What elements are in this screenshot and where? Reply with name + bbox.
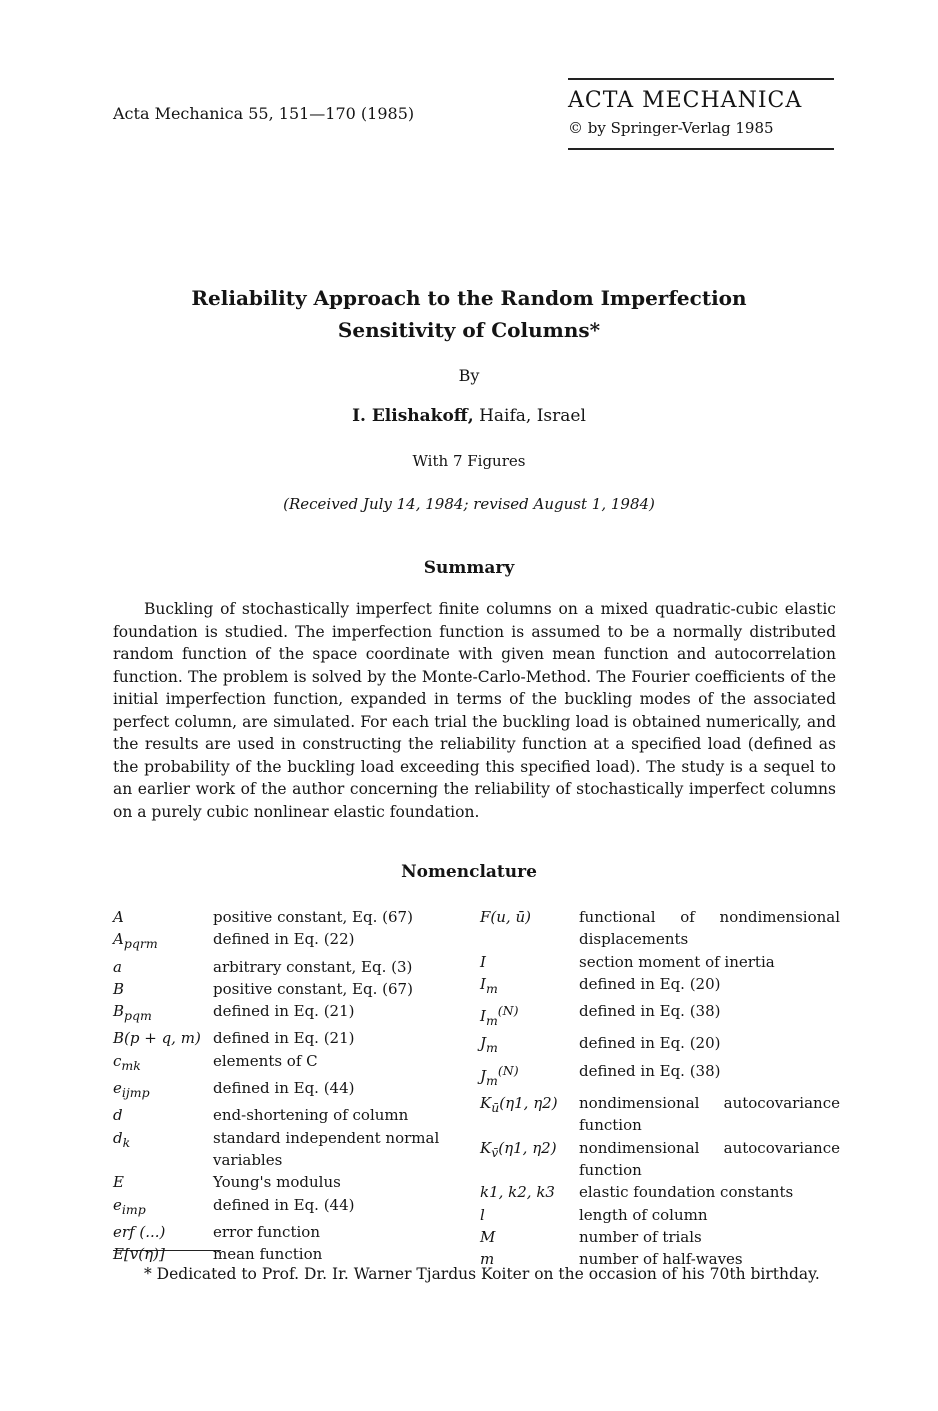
nomenclature-row [113,1000,463,1027]
nomenclature-definition: defined in Eq. (44) [213,1079,355,1098]
symbol-base: J [480,1066,487,1085]
by-line: By [458,366,480,385]
nomenclature-definition: number of half-waves [579,1250,743,1269]
footnote: * Dedicated to Prof. Dr. Ir. Warner Tjardus Koiter on the occasion of his 70th birthday. [144,1265,820,1283]
nomenclature-definition: arbitrary constant, Eq. (3) [213,957,413,976]
nomenclature-row [480,1137,840,1182]
article-title [0,282,938,346]
symbol-base: l [480,1205,485,1224]
symbol-base: A [113,908,124,926]
title-line-1: Reliability Approach to the Random Imperfection [191,286,747,310]
symbol-subscript: v̄ [491,1144,499,1160]
nomenclature-heading: Nomenclature [401,862,537,882]
symbol-base: I [480,952,486,971]
journal-name: ACTA MECHANICA [568,88,803,113]
nomenclature-definition: nondimensional autocovariance function [579,1094,840,1135]
symbol-base: M [480,1227,496,1246]
symbol-superscript: (N) [497,1062,519,1078]
nomenclature-definition: positive constant, Eq. (67) [213,908,413,926]
nomenclature-row [113,1194,463,1221]
nomenclature-definition: functional of nondimensional displacements [579,908,840,949]
symbol-subscript: imp [121,1201,146,1217]
nomenclature-definition: defined in Eq. (21) [213,1002,355,1021]
symbol-subscript: ū [491,1100,500,1116]
symbol-base: erf (...) [113,1222,166,1241]
nomenclature-definition: number of trials [579,1227,702,1246]
nomenclature-definition: positive constant, Eq. (67) [213,979,413,998]
received-dates: (Received July 14, 1984; revised August 1, 1984) [283,495,655,513]
nomenclature-definition: defined in Eq. (44) [213,1195,355,1214]
nomenclature-row [113,1171,463,1193]
nomenclature-symbol [480,1137,579,1164]
symbol-subscript: m [486,1040,498,1056]
nomenclature-definition: defined in Eq. (38) [579,1002,721,1021]
symbol-base: A [113,930,124,949]
symbol-subscript: pqrm [123,936,158,952]
symbol-base: d [113,1106,123,1125]
symbol-base: k1, k2, k3 [480,1183,555,1202]
nomenclature-definition: standard independent normal variables [213,1128,440,1169]
nomenclature-symbol [480,906,579,928]
nomenclature-definition: defined in Eq. (20) [579,974,721,993]
nomenclature-row [480,1000,840,1032]
symbol-base: I [480,974,486,993]
symbol-subscript: pqm [124,1008,152,1024]
symbol-base: B [113,1002,125,1021]
nomenclature-symbol [113,978,213,1000]
symbol-subscript: m [486,1072,498,1088]
symbol-base: K [480,1094,492,1113]
nomenclature-symbol [113,1194,213,1221]
nomenclature-row [113,906,463,928]
journal-masthead [568,78,834,150]
nomenclature-row [113,978,463,1000]
nomenclature-row [480,973,840,1000]
nomenclature-row [480,1092,840,1137]
nomenclature-definition: defined in Eq. (21) [213,1029,355,1048]
author-location: Haifa, Israel [473,406,586,426]
nomenclature-symbol [113,906,213,928]
nomenclature-definition: section moment of inertia [579,952,775,971]
nomenclature-symbol [113,928,213,955]
nomenclature-row [480,951,840,973]
nomenclature-row [113,1127,463,1172]
nomenclature-definition: mean function [213,1245,323,1264]
nomenclature-symbol [480,1226,579,1248]
nomenclature-definition: defined in Eq. (38) [579,1061,721,1080]
nomenclature-definition: elastic foundation constants [579,1183,794,1202]
nomenclature-row [113,1221,463,1243]
nomenclature-definition: elements of C [213,1051,318,1070]
nomenclature-row [113,928,463,955]
journal-citation: Acta Mechanica 55, 151—170 (1985) [113,104,415,123]
symbol-base: F(u, ū) [480,908,531,926]
symbol-arguments: (η1, η2) [498,1138,557,1157]
symbol-base: d [113,1128,123,1147]
symbol-superscript: (N) [497,1003,519,1019]
symbol-base: a [113,957,122,976]
symbol-base: K [480,1138,492,1157]
nomenclature-symbol [113,1171,213,1193]
nomenclature-right-column [480,906,840,1270]
nomenclature-symbol [113,1000,213,1027]
symbol-subscript: mk [121,1057,141,1073]
nomenclature-symbol [480,1181,579,1203]
figures-note: With 7 Figures [412,452,526,470]
nomenclature-symbol [113,1027,213,1049]
nomenclature-symbol [113,1104,213,1126]
nomenclature-row [480,906,840,951]
nomenclature-row [480,1032,840,1059]
symbol-base: c [113,1051,122,1070]
summary-heading: Summary [423,558,515,578]
nomenclature-definition: Young's modulus [213,1173,341,1192]
nomenclature-symbol [480,1032,579,1059]
symbol-base: m [480,1250,495,1269]
nomenclature-definition: defined in Eq. (22) [213,930,355,949]
nomenclature-definition: defined in Eq. (20) [579,1034,721,1053]
symbol-subscript: k [122,1134,131,1150]
symbol-subscript: ijmp [121,1085,150,1101]
nomenclature-definition: length of column [579,1205,708,1224]
nomenclature-left-column [113,906,463,1265]
nomenclature-symbol [480,1204,579,1226]
nomenclature-row [480,1181,840,1203]
nomenclature-symbol [113,956,213,978]
nomenclature-symbol [480,951,579,973]
symbol-subscript: m [485,980,498,996]
nomenclature-row [113,1077,463,1104]
nomenclature-row [480,1226,840,1248]
nomenclature-symbol [480,1000,579,1032]
nomenclature-symbol [113,1077,213,1104]
symbol-base: e [113,1195,122,1214]
nomenclature-definition: error function [213,1222,320,1241]
nomenclature-symbol [113,1221,213,1243]
symbol-base: E [113,1173,124,1192]
symbol-base: E[v(η)] [113,1245,165,1264]
symbol-base: I [480,1007,486,1026]
footnote-divider [113,1250,221,1251]
nomenclature-symbol [113,1050,213,1077]
symbol-base: B [113,979,125,998]
nomenclature-row [113,956,463,978]
summary-paragraph: Buckling of stochastically imperfect finite columns on a mixed quadratic-cubic elastic foundation is studied. The imperfection function is assumed to be a normally distributed random function of the space coordinate with given mean function and autocorrelation function. The problem is solved by the Monte-Carlo-Method. The Fourier coefficients of the initial imperfection function, expanded in terms of the buckling modes of the associated perfect column, are simulated. For each trial the buckling load is obtained numerically, and the results are used in constructing the reliability function at a specified load (defined as the probability of the buckling load exceeding this specified load). The study is a sequel to an earlier work of the author concerning the reliability of stochastically imperfect columns on a purely cubic nonlinear elastic foundation. [113,600,836,821]
author-name: I. Elishakoff, [352,406,474,426]
symbol-subscript: m [485,1013,498,1029]
nomenclature-symbol [480,973,579,1000]
nomenclature-symbol [113,1127,213,1154]
nomenclature-row [113,1104,463,1126]
nomenclature-row [480,1060,840,1092]
author-line [0,406,938,426]
nomenclature-definition: nondimensional autocovariance function [579,1138,840,1179]
symbol-base: e [113,1079,122,1098]
nomenclature-symbol [480,1092,579,1119]
symbol-arguments: (η1, η2) [499,1094,558,1113]
nomenclature-row [113,1050,463,1077]
nomenclature-row [480,1204,840,1226]
nomenclature-symbol [480,1060,579,1092]
nomenclature-row [113,1027,463,1049]
symbol-base: B(p + q, m) [113,1029,201,1048]
symbol-base: J [480,1034,487,1053]
title-line-2: Sensitivity of Columns* [337,318,601,342]
nomenclature-definition: end-shortening of column [213,1106,409,1125]
copyright-line: © by Springer-Verlag 1985 [568,119,774,137]
